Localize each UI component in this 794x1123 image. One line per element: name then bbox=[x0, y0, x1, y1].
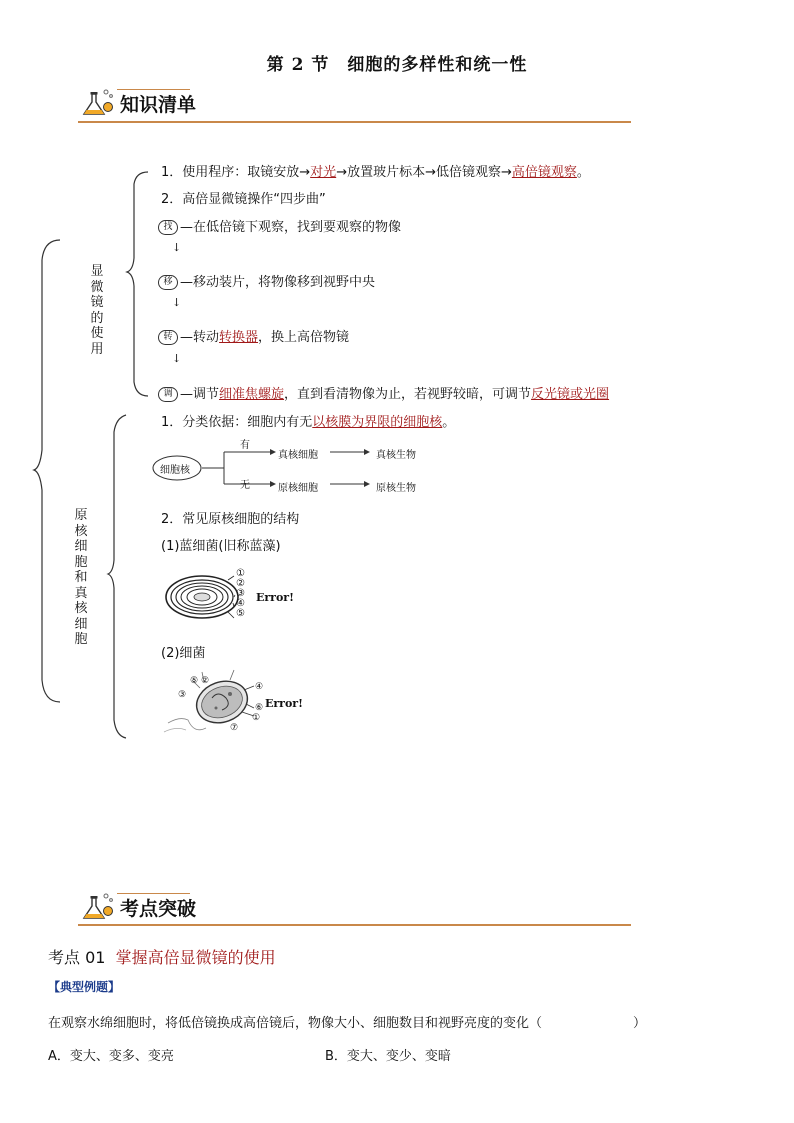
diagram-eukaryotic-cell: 真核细胞 bbox=[278, 450, 318, 461]
callout-number: ⑦ bbox=[230, 723, 239, 733]
flask-icon bbox=[78, 86, 116, 120]
callout-number: ① bbox=[236, 568, 245, 579]
callout-number: ④ bbox=[236, 598, 245, 609]
callout-number: ① bbox=[252, 713, 261, 723]
step-badge: 调 bbox=[158, 387, 178, 402]
diagram-branch-yes: 有 bbox=[240, 440, 250, 451]
exam-point-title bbox=[48, 945, 276, 968]
diagram-root: 细胞核 bbox=[160, 465, 190, 476]
vertical-label-microscope: 显微镜的使用 bbox=[90, 264, 104, 357]
step-text: —移动装片，将物像移到视野中央 bbox=[180, 275, 376, 290]
outline-braces bbox=[30, 150, 150, 750]
header-topline bbox=[117, 893, 190, 894]
question-text: 在观察水绵细胞时，将低倍镜换成高倍镜后，物像大小、细胞数目和视野亮度的变化（ ） bbox=[48, 1016, 647, 1031]
cyanobacteria-heading: (1)蓝细菌(旧称蓝藻) bbox=[161, 539, 281, 554]
diagram-eukaryote: 真核生物 bbox=[376, 450, 416, 461]
callout-number: ⑤ bbox=[190, 676, 199, 686]
cyanobacteria-callouts bbox=[236, 569, 250, 619]
error-placeholder: Error! bbox=[256, 591, 294, 604]
answer-blank: 对光 bbox=[310, 165, 337, 180]
callout-number: ③ bbox=[178, 690, 187, 700]
step-text: ，换上高倍物镜 bbox=[258, 330, 350, 345]
callout-number: ③ bbox=[236, 588, 245, 599]
error-placeholder: Error! bbox=[265, 697, 303, 710]
page-title: 第 2 节 细胞的多样性和统一性 bbox=[266, 55, 528, 75]
down-arrow: ↓ bbox=[172, 352, 182, 365]
step-turn bbox=[158, 326, 349, 345]
option-a: A．变大、变多、变亮 bbox=[48, 1049, 174, 1064]
step-badge: 找 bbox=[158, 220, 178, 235]
down-arrow: ↓ bbox=[172, 241, 182, 254]
step-text: ，直到看清物像为止，若视野较暗，可调节 bbox=[284, 387, 532, 402]
callout-number: ④ bbox=[255, 682, 264, 692]
point1-end: 。 bbox=[442, 415, 456, 430]
cells-point2: 2．常见原核细胞的结构 bbox=[161, 512, 300, 527]
callout-number: ② bbox=[236, 578, 245, 589]
step-text: —调节 bbox=[180, 387, 220, 402]
diagram-branch-no: 无 bbox=[240, 480, 250, 491]
section-title: 知识清单 bbox=[120, 94, 197, 116]
microscope-step1 bbox=[161, 161, 590, 180]
answer-blank: 高倍镜观察 bbox=[511, 165, 577, 180]
diagram-prokaryotic-cell: 原核细胞 bbox=[278, 483, 318, 494]
step1-end: 。 bbox=[576, 165, 590, 180]
step-text: —在低倍镜下观察，找到要观察的物像 bbox=[180, 220, 402, 235]
step-text: —转动 bbox=[180, 330, 220, 345]
step-badge: 移 bbox=[158, 275, 178, 290]
typical-example-tag: 【典型例题】 bbox=[48, 980, 121, 994]
callout-number: ⑥ bbox=[255, 703, 264, 713]
step-adjust bbox=[158, 383, 609, 402]
step-badge: 转 bbox=[158, 330, 178, 345]
answer-blank: 反光镜或光圈 bbox=[531, 387, 610, 402]
step-move bbox=[158, 271, 375, 290]
step-find bbox=[158, 216, 401, 235]
answer-blank: 细准焦螺旋 bbox=[219, 387, 285, 402]
vertical-label-cells: 原核细胞和真核细胞 bbox=[74, 508, 88, 647]
exam-point-name: 掌握高倍显微镜的使用 bbox=[115, 948, 276, 967]
bacteria-figure bbox=[160, 668, 260, 740]
exam-point-number: 考点 01 bbox=[48, 948, 106, 967]
bacteria-heading: (2)细菌 bbox=[161, 646, 206, 661]
step1-prefix: 1．使用程序：取镜安放→ bbox=[161, 165, 311, 180]
answer-blank: 转换器 bbox=[219, 330, 259, 345]
point1-prefix: 1．分类依据：细胞内有无 bbox=[161, 415, 313, 430]
cells-point1 bbox=[161, 411, 455, 430]
section-divider bbox=[78, 121, 631, 123]
down-arrow: ↓ bbox=[172, 296, 182, 309]
callout-number: ⑤ bbox=[236, 608, 245, 619]
section-title: 考点突破 bbox=[120, 898, 197, 920]
header-topline bbox=[117, 89, 190, 90]
microscope-step2-heading: 2．高倍显微镜操作“四步曲” bbox=[161, 192, 326, 207]
callout-number: ② bbox=[201, 676, 210, 686]
option-b: B．变大、变少、变暗 bbox=[325, 1049, 451, 1064]
flask-icon bbox=[78, 890, 116, 924]
section-divider bbox=[78, 924, 631, 926]
step1-mid: →放置玻片标本→低倍镜观察→ bbox=[336, 165, 512, 180]
answer-blank: 以核膜为界限的细胞核 bbox=[312, 415, 443, 430]
diagram-prokaryote: 原核生物 bbox=[376, 483, 416, 494]
